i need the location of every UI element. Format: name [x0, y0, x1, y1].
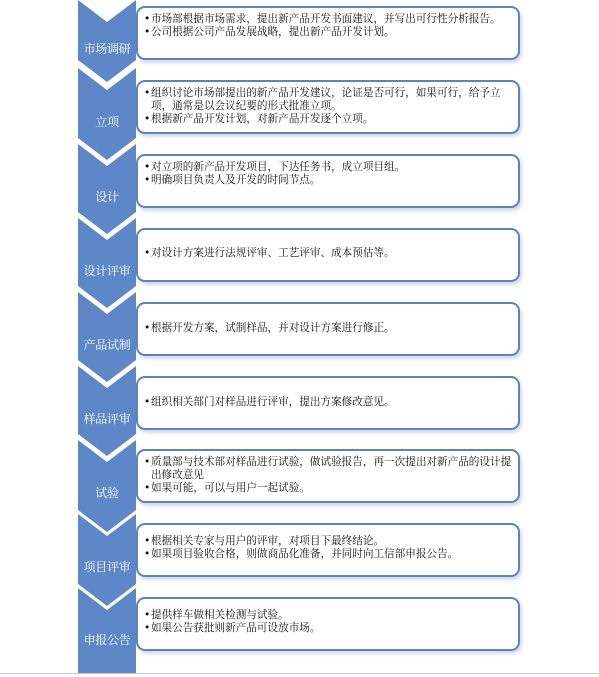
list-item: • 如果可能，可以与用户一起试验。 — [144, 482, 310, 494]
list-item: • 对设计方案进行法规评审、工艺评审、成本预估等。 — [144, 247, 395, 259]
step-label-prototype-trial: 产品试制 — [83, 338, 131, 352]
step-label-design-review: 设计评审 — [83, 264, 131, 278]
list-item: • 公司根据公司产品发展战略，提出新产品开发计划。 — [144, 26, 395, 38]
step-box-design — [136, 154, 520, 208]
list-item: • 对立项的新产品开发项目，下达任务书，成立项目组。 — [144, 161, 406, 173]
step-label-project-review: 项目评审 — [83, 560, 131, 574]
step-label-design: 设计 — [95, 190, 119, 204]
step-box-project-review — [136, 523, 520, 577]
list-item: • 根据开发方案，试制样品，并对设计方案进行修正。 — [144, 322, 395, 334]
list-item: • 根据相关专家与用户的评审，对项目下最终结论。 — [144, 535, 385, 547]
list-item: • 如果项目验收合格，则做商品化准备，并同时向工信部申报公告。 — [144, 548, 459, 560]
step-label-market-research: 市场调研 — [83, 42, 131, 56]
list-item: • 市场部根据市场需求，提出新产品开发书面建议，并写出可行性分析报告。 — [144, 13, 501, 25]
step-label-project-initiation: 立项 — [95, 115, 119, 129]
step-box-sample-review — [136, 376, 520, 430]
list-item: • 组织讨论市场部提出的新产品开发建议，论证是否可行，如果可行，给予立项，通常是以会议纪要的形式批准立项。 — [144, 87, 501, 112]
list-item: • 如果公告获批则新产品可设放市场。 — [144, 622, 321, 634]
list-item: • 质量部与技术部对样品进行试验，做试验报告，再一次提出对新产品的设计提出修改意见 — [144, 456, 512, 481]
step-box-filing-announcement — [136, 597, 520, 651]
list-item: • 提供样车做相关检测与试验。 — [144, 609, 289, 621]
list-item: • 明确项目负责人及开发的时间节点。 — [144, 174, 321, 186]
step-box-design-review — [136, 228, 520, 282]
step-label-filing-announcement: 申报公告 — [83, 633, 131, 647]
step-box-market-research — [136, 6, 520, 60]
step-box-prototype-trial — [136, 302, 520, 356]
list-item: • 组织相关部门对样品进行评审，提出方案修改意见。 — [144, 396, 395, 408]
bottom-divider — [0, 673, 599, 674]
step-label-sample-review: 样品评审 — [83, 412, 131, 426]
step-box-testing — [136, 449, 520, 503]
list-item: • 根据新产品开发计划，对新产品开发逐个立项。 — [144, 113, 374, 125]
step-box-project-initiation — [136, 80, 520, 134]
step-label-testing: 试验 — [95, 486, 119, 500]
